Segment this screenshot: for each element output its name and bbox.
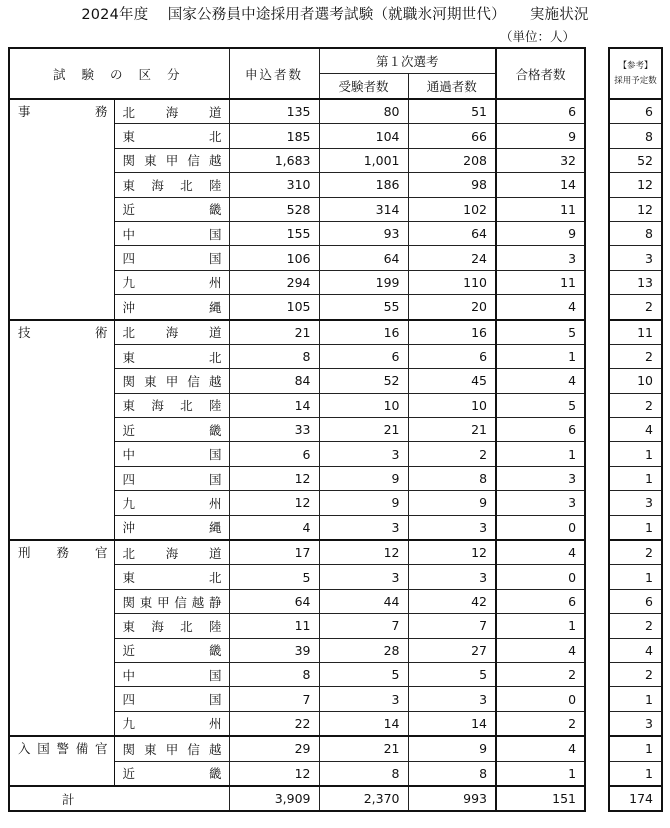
successful-cell: 1 <box>496 614 585 638</box>
results-table <box>8 47 586 812</box>
passed-first-cell: 110 <box>408 270 496 294</box>
table-row <box>9 320 585 345</box>
reference-row <box>609 369 662 393</box>
reference-row <box>609 687 662 711</box>
examinees-cell: 21 <box>319 418 408 442</box>
examinees-cell: 16 <box>319 320 408 345</box>
applicants-cell: 5 <box>229 565 319 589</box>
reference-row <box>609 344 662 368</box>
planned-cell: 10 <box>609 369 662 393</box>
successful-cell: 3 <box>496 466 585 490</box>
successful-cell: 1 <box>496 344 585 368</box>
applicants-cell: 135 <box>229 99 319 124</box>
planned-cell: 8 <box>609 124 662 148</box>
region-label: 中 国 <box>122 226 222 242</box>
passed-first-cell: 24 <box>408 246 496 270</box>
region-cell <box>114 393 229 417</box>
planned-cell: 4 <box>609 418 662 442</box>
reference-row <box>609 662 662 686</box>
region-label: 東 北 <box>122 570 222 586</box>
region-label: 北 海 道 <box>122 104 222 120</box>
passed-first-cell: 10 <box>408 393 496 417</box>
header-planned-line2: 採用予定数 <box>614 75 657 86</box>
reference-row <box>609 270 662 294</box>
planned-cell: 1 <box>609 761 662 786</box>
successful-cell: 9 <box>496 221 585 245</box>
successful-cell: 11 <box>496 197 585 221</box>
successful-cell: 4 <box>496 540 585 565</box>
region-label: 近 畿 <box>122 766 222 782</box>
total-applicants: 3,909 <box>229 786 319 811</box>
passed-first-cell: 98 <box>408 173 496 197</box>
successful-cell: 6 <box>496 589 585 613</box>
examinees-cell: 21 <box>319 736 408 761</box>
category-cell <box>9 320 114 541</box>
region-cell <box>114 515 229 540</box>
total-examinees: 2,370 <box>319 786 408 811</box>
applicants-cell: 33 <box>229 418 319 442</box>
results-body <box>9 99 585 811</box>
region-label: 九 州 <box>122 275 222 291</box>
passed-first-cell: 8 <box>408 466 496 490</box>
region-cell <box>114 270 229 294</box>
region-label: 北 海 道 <box>122 325 222 341</box>
successful-cell: 32 <box>496 148 585 172</box>
total-row <box>9 786 585 811</box>
examinees-cell: 9 <box>319 491 408 515</box>
planned-cell: 6 <box>609 99 662 124</box>
reference-row <box>609 515 662 540</box>
successful-cell: 11 <box>496 270 585 294</box>
region-cell <box>114 442 229 466</box>
region-label: 九 州 <box>122 495 222 511</box>
region-cell <box>114 491 229 515</box>
planned-cell: 1 <box>609 687 662 711</box>
header-category: 試 験 の 区 分 <box>9 48 229 99</box>
region-cell <box>114 320 229 345</box>
examinees-cell: 93 <box>319 221 408 245</box>
header-first-stage: 第１次選考 <box>319 48 496 74</box>
category-cell <box>9 99 114 320</box>
region-cell <box>114 662 229 686</box>
passed-first-cell: 27 <box>408 638 496 662</box>
region-cell <box>114 466 229 490</box>
passed-first-cell: 208 <box>408 148 496 172</box>
planned-cell: 2 <box>609 393 662 417</box>
region-cell <box>114 614 229 638</box>
applicants-cell: 14 <box>229 393 319 417</box>
passed-first-cell: 66 <box>408 124 496 148</box>
reference-row <box>609 736 662 761</box>
category-label: 刑 務 官 <box>18 545 108 561</box>
header-planned <box>609 48 662 99</box>
examinees-cell: 3 <box>319 515 408 540</box>
region-cell <box>114 344 229 368</box>
title-exam: 国家公務員中途採用者選考試験（就職氷河期世代） <box>167 7 506 23</box>
region-label: 関 東 甲 信 越 <box>122 373 222 389</box>
table-row <box>9 99 585 124</box>
examinees-cell: 199 <box>319 270 408 294</box>
planned-cell: 1 <box>609 442 662 466</box>
passed-first-cell: 20 <box>408 295 496 320</box>
examinees-cell: 52 <box>319 369 408 393</box>
applicants-cell: 155 <box>229 221 319 245</box>
passed-first-cell: 51 <box>408 99 496 124</box>
successful-cell: 3 <box>496 491 585 515</box>
planned-cell: 12 <box>609 197 662 221</box>
region-cell <box>114 295 229 320</box>
examinees-cell: 1,001 <box>319 148 408 172</box>
passed-first-cell: 3 <box>408 515 496 540</box>
examinees-cell: 64 <box>319 246 408 270</box>
successful-cell: 14 <box>496 173 585 197</box>
applicants-cell: 310 <box>229 173 319 197</box>
successful-cell: 1 <box>496 761 585 786</box>
planned-cell: 3 <box>609 711 662 736</box>
successful-cell: 5 <box>496 320 585 345</box>
planned-cell: 2 <box>609 540 662 565</box>
category-label: 入 国 警 備 官 <box>18 741 108 757</box>
planned-cell: 1 <box>609 466 662 490</box>
region-cell <box>114 418 229 442</box>
applicants-cell: 64 <box>229 589 319 613</box>
applicants-cell: 29 <box>229 736 319 761</box>
examinees-cell: 14 <box>319 711 408 736</box>
passed-first-cell: 9 <box>408 491 496 515</box>
planned-cell: 1 <box>609 565 662 589</box>
successful-cell: 6 <box>496 418 585 442</box>
reference-row <box>609 246 662 270</box>
successful-cell: 4 <box>496 295 585 320</box>
applicants-cell: 106 <box>229 246 319 270</box>
reference-row <box>609 761 662 786</box>
region-label: 近 畿 <box>122 422 222 438</box>
applicants-cell: 12 <box>229 466 319 490</box>
examinees-cell: 3 <box>319 687 408 711</box>
total-planned: 174 <box>609 786 662 811</box>
applicants-cell: 12 <box>229 491 319 515</box>
planned-cell: 1 <box>609 515 662 540</box>
total-successful: 151 <box>496 786 585 811</box>
passed-first-cell: 3 <box>408 687 496 711</box>
region-label: 関 東 甲 信 越 静 <box>122 594 222 610</box>
planned-cell: 2 <box>609 614 662 638</box>
applicants-cell: 11 <box>229 614 319 638</box>
region-label: 関 東 甲 信 越 <box>122 741 222 757</box>
applicants-cell: 105 <box>229 295 319 320</box>
successful-cell: 0 <box>496 565 585 589</box>
region-cell <box>114 221 229 245</box>
region-cell <box>114 99 229 124</box>
reference-row <box>609 197 662 221</box>
applicants-cell: 8 <box>229 344 319 368</box>
planned-cell: 3 <box>609 491 662 515</box>
region-label: 沖 縄 <box>122 520 222 536</box>
planned-cell: 2 <box>609 295 662 320</box>
planned-cell: 6 <box>609 589 662 613</box>
region-cell <box>114 736 229 761</box>
examinees-cell: 7 <box>319 614 408 638</box>
examinees-cell: 28 <box>319 638 408 662</box>
passed-first-cell: 45 <box>408 369 496 393</box>
successful-cell: 4 <box>496 736 585 761</box>
region-cell <box>114 124 229 148</box>
examinees-cell: 3 <box>319 565 408 589</box>
successful-cell: 3 <box>496 246 585 270</box>
reference-total-row <box>609 786 662 811</box>
examinees-cell: 12 <box>319 540 408 565</box>
category-cell <box>9 736 114 786</box>
category-cell <box>9 540 114 736</box>
successful-cell: 5 <box>496 393 585 417</box>
applicants-cell: 12 <box>229 761 319 786</box>
applicants-cell: 39 <box>229 638 319 662</box>
passed-first-cell: 7 <box>408 614 496 638</box>
region-cell <box>114 197 229 221</box>
total-passed-first: 993 <box>408 786 496 811</box>
applicants-cell: 1,683 <box>229 148 319 172</box>
examinees-cell: 10 <box>319 393 408 417</box>
planned-cell: 1 <box>609 736 662 761</box>
applicants-cell: 185 <box>229 124 319 148</box>
examinees-cell: 3 <box>319 442 408 466</box>
reference-row <box>609 491 662 515</box>
examinees-cell: 55 <box>319 295 408 320</box>
passed-first-cell: 102 <box>408 197 496 221</box>
examinees-cell: 104 <box>319 124 408 148</box>
applicants-cell: 22 <box>229 711 319 736</box>
passed-first-cell: 6 <box>408 344 496 368</box>
passed-first-cell: 5 <box>408 662 496 686</box>
successful-cell: 2 <box>496 711 585 736</box>
region-label: 北 海 道 <box>122 545 222 561</box>
region-label: 九 州 <box>122 716 222 732</box>
examinees-cell: 80 <box>319 99 408 124</box>
planned-cell: 2 <box>609 344 662 368</box>
region-label: 近 畿 <box>122 643 222 659</box>
reference-row <box>609 99 662 124</box>
region-cell <box>114 761 229 786</box>
region-label: 中 国 <box>122 667 222 683</box>
reference-row <box>609 124 662 148</box>
reference-row <box>609 614 662 638</box>
successful-cell: 6 <box>496 99 585 124</box>
examinees-cell: 44 <box>319 589 408 613</box>
applicants-cell: 528 <box>229 197 319 221</box>
reference-body <box>609 99 662 811</box>
region-label: 東 海 北 陸 <box>122 618 222 634</box>
reference-row <box>609 221 662 245</box>
region-label: 関 東 甲 信 越 <box>122 153 222 169</box>
reference-row <box>609 638 662 662</box>
reference-row <box>609 589 662 613</box>
region-label: 東 海 北 陸 <box>122 177 222 193</box>
successful-cell: 4 <box>496 369 585 393</box>
passed-first-cell: 3 <box>408 565 496 589</box>
reference-table <box>608 47 663 812</box>
planned-cell: 4 <box>609 638 662 662</box>
header-passed-first: 通過者数 <box>408 74 496 100</box>
region-cell <box>114 148 229 172</box>
reference-row <box>609 711 662 736</box>
unit-label: （単位：人） <box>500 29 576 44</box>
region-label: 東 北 <box>122 129 222 145</box>
examinees-cell: 186 <box>319 173 408 197</box>
region-label: 四 国 <box>122 471 222 487</box>
category-label: 技 術 <box>18 324 108 340</box>
region-cell <box>114 638 229 662</box>
category-label: 事 務 <box>18 104 108 119</box>
planned-cell: 52 <box>609 148 662 172</box>
header-examinees: 受験者数 <box>319 74 408 100</box>
header-planned-line1: 【参考】 <box>618 60 653 71</box>
passed-first-cell: 14 <box>408 711 496 736</box>
reference-row <box>609 418 662 442</box>
reference-row <box>609 393 662 417</box>
applicants-cell: 6 <box>229 442 319 466</box>
reference-row <box>609 320 662 345</box>
applicants-cell: 21 <box>229 320 319 345</box>
page-title <box>0 3 670 24</box>
reference-row <box>609 466 662 490</box>
passed-first-cell: 42 <box>408 589 496 613</box>
passed-first-cell: 2 <box>408 442 496 466</box>
successful-cell: 0 <box>496 687 585 711</box>
successful-cell: 9 <box>496 124 585 148</box>
region-label: 東 海 北 陸 <box>122 398 222 414</box>
region-cell <box>114 369 229 393</box>
successful-cell: 2 <box>496 662 585 686</box>
successful-cell: 1 <box>496 442 585 466</box>
planned-cell: 2 <box>609 662 662 686</box>
reference-row <box>609 540 662 565</box>
total-label: 計 <box>9 786 229 811</box>
applicants-cell: 4 <box>229 515 319 540</box>
passed-first-cell: 64 <box>408 221 496 245</box>
passed-first-cell: 21 <box>408 418 496 442</box>
examinees-cell: 8 <box>319 761 408 786</box>
region-cell <box>114 173 229 197</box>
region-label: 近 畿 <box>122 202 222 218</box>
region-cell <box>114 246 229 270</box>
planned-cell: 12 <box>609 173 662 197</box>
reference-row <box>609 442 662 466</box>
successful-cell: 4 <box>496 638 585 662</box>
region-label: 中 国 <box>122 447 222 463</box>
applicants-cell: 17 <box>229 540 319 565</box>
reference-row <box>609 565 662 589</box>
region-cell <box>114 687 229 711</box>
reference-row <box>609 295 662 320</box>
applicants-cell: 8 <box>229 662 319 686</box>
successful-cell: 0 <box>496 515 585 540</box>
reference-row <box>609 148 662 172</box>
examinees-cell: 6 <box>319 344 408 368</box>
examinees-cell: 9 <box>319 466 408 490</box>
passed-first-cell: 12 <box>408 540 496 565</box>
table-row <box>9 540 585 565</box>
region-cell <box>114 565 229 589</box>
examinees-cell: 5 <box>319 662 408 686</box>
region-cell <box>114 711 229 736</box>
header-applicants: 申込者数 <box>229 48 319 99</box>
title-status: 実施状況 <box>529 7 589 23</box>
applicants-cell: 7 <box>229 687 319 711</box>
applicants-cell: 294 <box>229 270 319 294</box>
region-cell <box>114 589 229 613</box>
planned-cell: 11 <box>609 320 662 345</box>
region-label: 沖 縄 <box>122 299 222 315</box>
region-label: 東 北 <box>122 349 222 365</box>
planned-cell: 8 <box>609 221 662 245</box>
title-year: 2024年度 <box>81 7 149 23</box>
region-label: 四 国 <box>122 251 222 267</box>
region-label: 四 国 <box>122 692 222 708</box>
planned-cell: 13 <box>609 270 662 294</box>
applicants-cell: 84 <box>229 369 319 393</box>
passed-first-cell: 16 <box>408 320 496 345</box>
header-successful: 合格者数 <box>496 48 585 99</box>
examinees-cell: 314 <box>319 197 408 221</box>
planned-cell: 3 <box>609 246 662 270</box>
passed-first-cell: 8 <box>408 761 496 786</box>
reference-row <box>609 173 662 197</box>
passed-first-cell: 9 <box>408 736 496 761</box>
region-cell <box>114 540 229 565</box>
table-row <box>9 736 585 761</box>
